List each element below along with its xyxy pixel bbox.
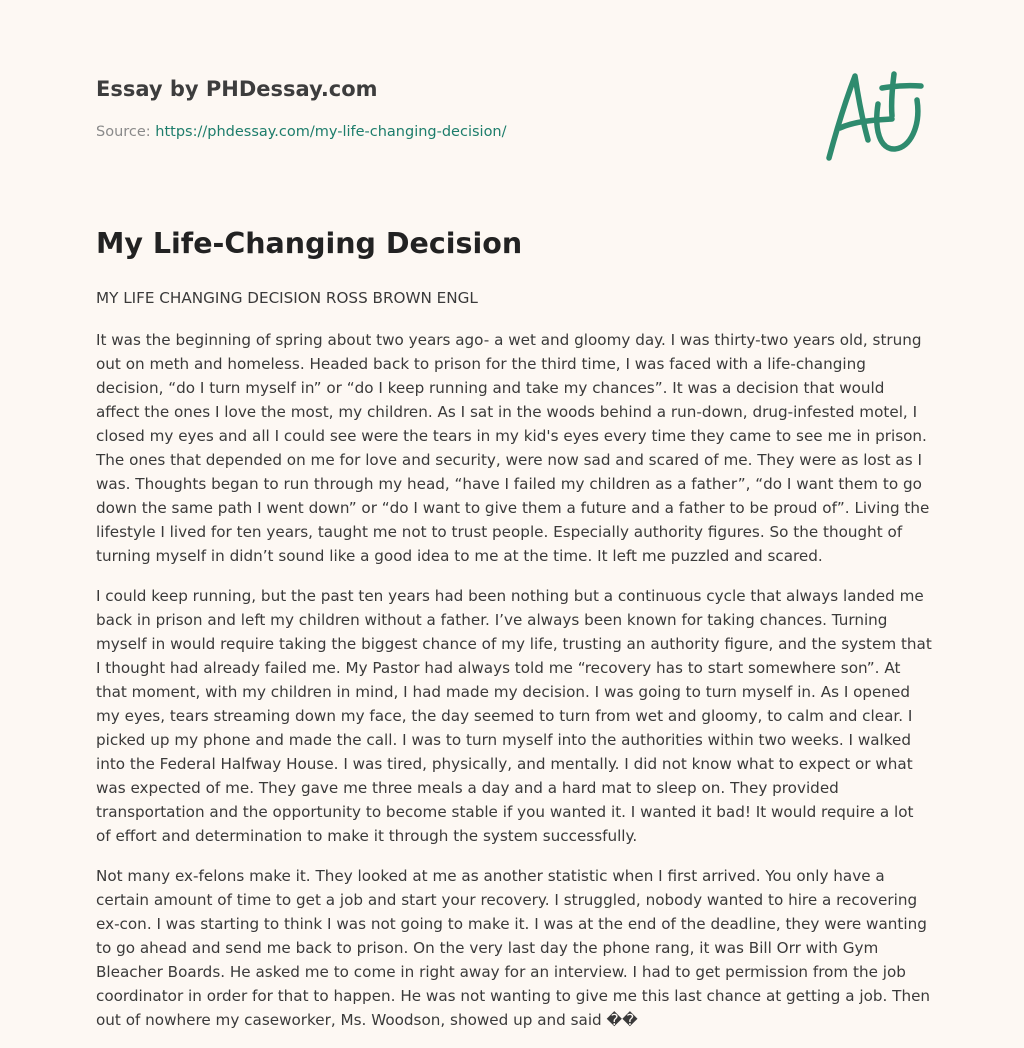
plus-loop-stroke bbox=[877, 100, 918, 149]
essay-paragraph-3: Not many ex-felons make it. They looked at me as another statistic when I first arrived. You only have a certain amount of time to get a job and start your recovery. I struggled, nobody wanted to hire a recovering ex-con. I was starting to think I was not going to make it. I was at the end of the deadline, they were wanting to go ahead and send me back to prison. On the very last day the phone rang, it was Bill Orr with Gym Bleacher Boards. He asked me to come in right away for an interview. I had to get permission from the job coordinator in order for that to happen. He was not wanting to give me this last chance at getting a job. Then out of nowhere my caseworker, Ms. Woodson, showed up and said �� bbox=[96, 867, 931, 1029]
plus-horizontal-stroke bbox=[882, 86, 921, 88]
essay-paragraph-1: It was the beginning of spring about two years ago- a wet and gloomy day. I was thirty-two years old, strung out on meth and homeless. Headed back to prison for the third time, I was faced with a life-changing decision, “do I turn myself in” or “do I keep running and take my chances”. It was a decision that would affect the ones I love the most, my children. As I sat in the woods behind a run-down, drug-infested motel, I closed my eyes and all I could see were the tears in my kid's eyes every time they came to see me in prison. The ones that depended on me for love and security, were now sad and scared of me. They were as lost as I was. Thoughts began to run through my head, “have I failed my children as a father”, “do I want them to go down the same path I went down” or “do I want to give them a future and a father to be proud of”. Living the lifestyle I lived for ten years, taught me not to trust people. Especially authority figures. So the thought of turning myself in didn’t sound like a good idea to me at the time. It left me puzzled and scared. bbox=[96, 331, 930, 565]
plus-vertical-stroke bbox=[892, 74, 894, 116]
essay-header bbox=[96, 74, 796, 140]
a-plus-grade-icon bbox=[822, 66, 928, 166]
source-label: Source: bbox=[96, 124, 151, 140]
a-letter-stroke bbox=[829, 76, 868, 158]
essay-subheading: MY LIFE CHANGING DECISION ROSS BROWN ENGL bbox=[96, 289, 478, 307]
a-plus-grade-svg bbox=[822, 66, 928, 166]
essay-paragraph-2: I could keep running, but the past ten years had been nothing but a continuous cycle that always landed me back in prison and left my children without a father. I’ve always been known for taking chances. Turning myself in would require taking the biggest chance of my life, trusting an authority figure, and the system that I thought had already failed me. My Pastor had always told me “recovery has to start somewhere son”. At that moment, with my children in mind, I had made my decision. I was going to turn myself in. As I opened my eyes, tears streaming down my face, the day seemed to turn from wet and gloomy, to calm and clear. I picked up my phone and made the call. I was to turn myself into the authorities within two weeks. I walked into the Federal Halfway House. I was tired, physically, and mentally. I did not know what to expect or what was expected of me. They gave me three meals a day and a hard mat to sleep on. They provided transportation and the opportunity to become stable if you wanted it. I wanted it bad! It would require a lot of effort and determination to make it through the system successfully. bbox=[96, 587, 932, 845]
essay-title: My Life-Changing Decision bbox=[96, 227, 523, 260]
essay-body bbox=[96, 286, 932, 1048]
source-line bbox=[96, 124, 507, 140]
site-brand: Essay by PHDessay.com bbox=[96, 77, 378, 101]
source-link[interactable]: https://phdessay.com/my-life-changing-decision/ bbox=[155, 124, 507, 140]
